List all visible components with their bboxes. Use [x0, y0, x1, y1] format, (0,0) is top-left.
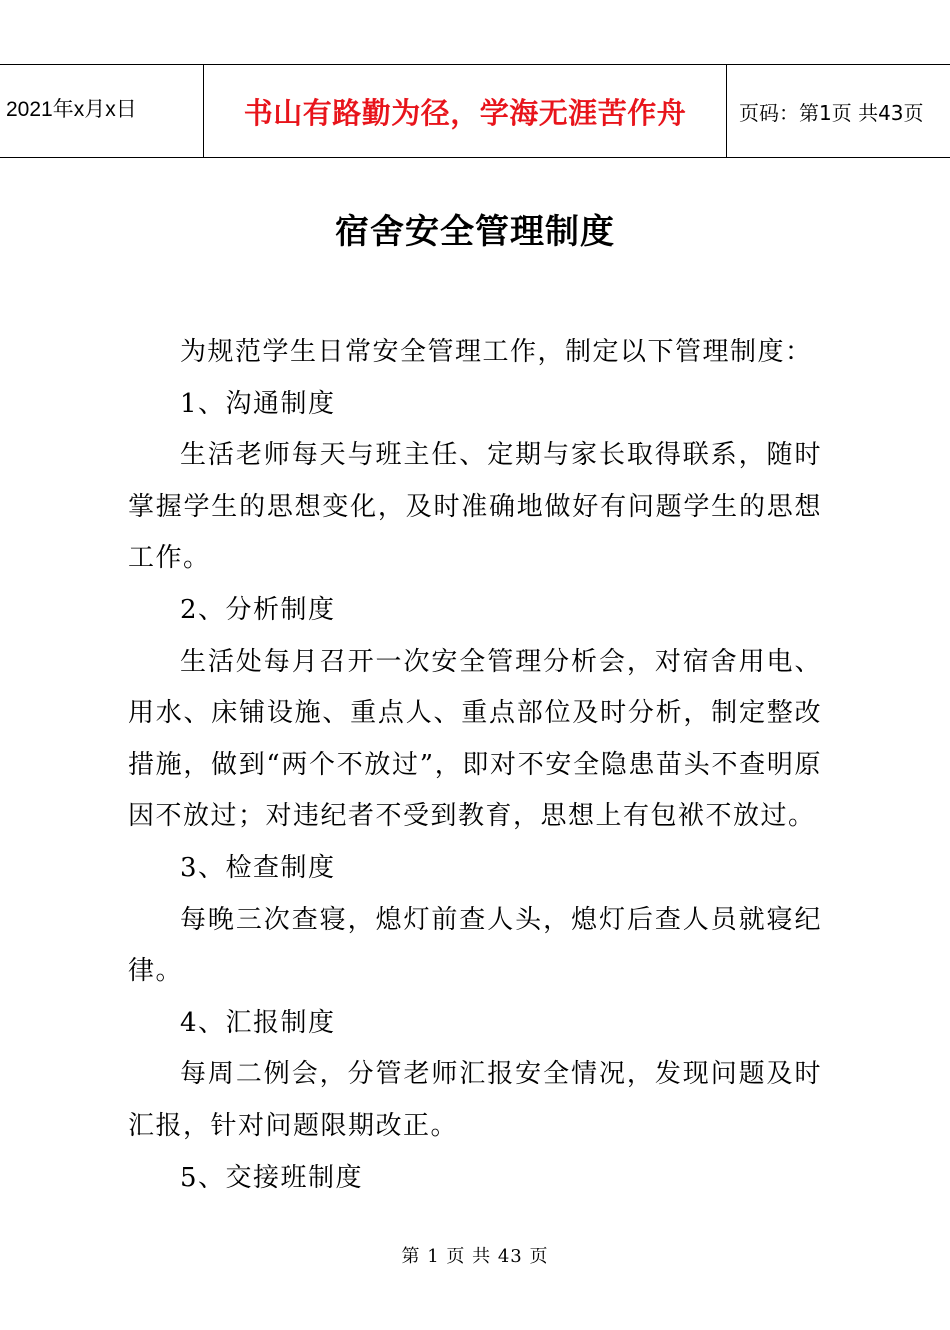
section-heading-handover: 5、交接班制度 [180, 1162, 364, 1193]
header-page-info: 页码：第1页 共43页 [739, 100, 924, 125]
section-heading-reporting: 4、汇报制度 [180, 1007, 336, 1038]
section-heading-communication: 1、沟通制度 [180, 388, 336, 419]
paragraph-reporting: 每周二例会，分管老师汇报安全情况，发现问题及时汇报，针对问题限期改正。 [128, 1059, 822, 1141]
paragraph-intro: 为规范学生日常安全管理工作，制定以下管理制度： [180, 337, 813, 367]
page-header [0, 64, 950, 158]
header-motto: 书山有路勤为径，学海无涯苦作舟 [204, 65, 727, 157]
header-date: 2021年x月x日 [0, 65, 204, 157]
section-heading-inspection: 3、检查制度 [180, 852, 336, 883]
paragraph-inspection: 每晚三次查寝，熄灯前查人头，熄灯后查人员就寝纪律。 [128, 904, 822, 987]
section-heading-analysis: 2、分析制度 [180, 594, 336, 625]
paragraph-communication: 生活老师每天与班主任、定期与家长取得联系，随时掌握学生的思想变化，及时准确地做好有问题学生的思想工作。 [128, 440, 822, 574]
page-footer: 第 1 页 共 43 页 [401, 1246, 549, 1267]
document-body [128, 327, 822, 1204]
document-title: 宿舍安全管理制度 [335, 212, 615, 252]
paragraph-analysis: 生活处每月召开一次安全管理分析会，对宿舍用电、用水、床铺设施、重点人、重点部位及时分析，制定整改措施，做到“两个不放过”，即对不安全隐患苗头不查明原因不放过；对违纪者不受到教育，思想上有包袱不放过。 [128, 646, 822, 832]
